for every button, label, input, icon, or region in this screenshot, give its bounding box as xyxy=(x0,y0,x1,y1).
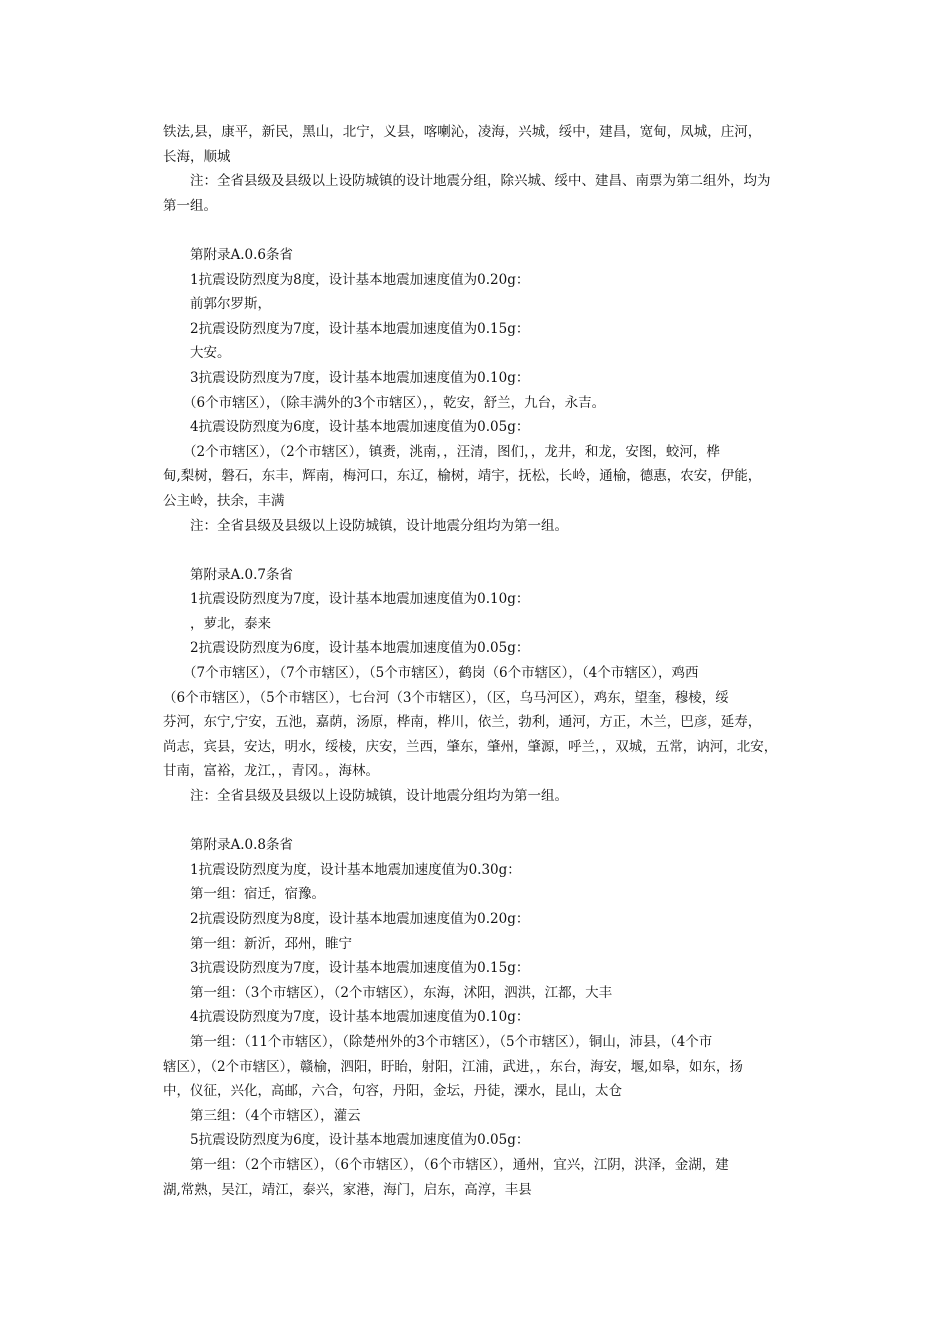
section-heading: 第附录A.0.7条省 xyxy=(190,566,294,583)
item-list: 辖区），（2个市辖区），赣榆，泗阳，盱眙，射阳，江浦，武进，，东台，海安，堰,如皋，如东，扬 xyxy=(163,1058,743,1075)
item-list: ，萝北，泰来 xyxy=(190,615,271,632)
section-heading: 第附录A.0.6条省 xyxy=(190,246,294,263)
item-list: （6个市辖区），（除丰满外的3个市辖区），，乾安，舒兰，九台，永吉。 xyxy=(183,394,606,411)
spacer xyxy=(163,218,793,243)
item-heading: 1抗震设防烈度为度，设计基本地震加速度值为0.30g： xyxy=(190,861,521,878)
item-list: 湖,常熟，吴江，靖江，泰兴，家港，海门，启东，高淳，丰县 xyxy=(163,1181,532,1198)
item-list: 第一组：（2个市辖区），（6个市辖区），（6个市辖区），通州，宜兴，江阴，洪泽，金湖，建 xyxy=(190,1156,729,1173)
item-list: 第一组：宿迁，宿豫。 xyxy=(190,886,325,903)
item-list: （6个市辖区），（5个市辖区），七台河（3个市辖区），（区，乌马河区），鸡东，望奎，穆棱，绥 xyxy=(163,689,729,706)
item-list: 中，仪征，兴化，高邮，六合，句容，丹阳，金坛，丹徒，溧水，昆山，太仓 xyxy=(163,1083,622,1100)
item-heading: 5抗震设防烈度为6度，设计基本地震加速度值为0.05g： xyxy=(190,1132,530,1149)
item-heading: 2抗震设防烈度为7度，设计基本地震加速度值为0.15g： xyxy=(190,320,530,337)
item-list: 芬河，东宁,宁安，五池，嘉荫，汤原，桦南，桦川，依兰，勃利，通河，方正，木兰，巴彦，延寿， xyxy=(163,714,762,731)
item-heading: 3抗震设防烈度为7度，设计基本地震加速度值为0.10g： xyxy=(190,369,530,386)
text-line: 长海，顺城 xyxy=(163,148,231,165)
spacer xyxy=(163,809,793,834)
item-list: 大安。 xyxy=(190,345,231,362)
item-heading: 1抗震设防烈度为8度，设计基本地震加速度值为0.20g： xyxy=(190,271,530,288)
item-list: 前郭尔罗斯， xyxy=(190,296,271,313)
item-list: 甘南，富裕，龙江，，青冈。，海林。 xyxy=(163,763,379,780)
item-list: 第一组：新沂，邳州，睢宁 xyxy=(190,935,352,952)
note-line: 注：全省县级及县级以上设防城镇，设计地震分组均为第一组。 xyxy=(190,517,568,534)
item-list: 第三组：（4个市辖区），灌云 xyxy=(190,1107,361,1124)
item-heading: 2抗震设防烈度为8度，设计基本地震加速度值为0.20g： xyxy=(190,911,530,927)
document-body xyxy=(163,120,793,1202)
item-list: 公主岭，扶余，丰满 xyxy=(163,492,285,509)
spacer xyxy=(163,538,793,563)
item-list: 尚志，宾县，安达，明水，绥棱，庆安，兰西，肇东，肇州，肇源，呼兰，，双城，五常，讷河，北安， xyxy=(163,738,778,755)
item-list: 甸,梨树，磐石，东丰，辉南，梅河口，东辽，榆树，靖宇，抚松，长岭，通榆，德惠，农安，伊能， xyxy=(163,468,762,485)
item-list: 第一组：（11个市辖区），（除楚州外的3个市辖区），（5个市辖区），铜山，沛县，（4个市 xyxy=(190,1033,713,1050)
item-list: （2个市辖区），（2个市辖区），镇赉，洮南，，汪清，图们，，龙井，和龙，安图，蛟河，桦 xyxy=(183,443,720,460)
note-line: 注：全省县级及县级以上设防城镇的设计地震分组，除兴城、绥中、建昌、南票为第二组外，均为 xyxy=(190,173,771,190)
item-heading: 1抗震设防烈度为7度，设计基本地震加速度值为0.10g： xyxy=(190,591,530,608)
section-heading: 第附录A.0.8条省 xyxy=(190,837,294,854)
note-line: 第一组。 xyxy=(163,197,217,214)
note-line: 注：全省县级及县级以上设防城镇，设计地震分组均为第一组。 xyxy=(190,788,568,805)
item-list: 第一组：（3个市辖区），（2个市辖区），东海，沭阳，泗洪，江都，大丰 xyxy=(190,984,613,1001)
item-heading: 4抗震设防烈度为6度，设计基本地震加速度值为0.05g： xyxy=(190,419,530,436)
item-list: （7个市辖区），（7个市辖区），（5个市辖区），鹤岗（6个市辖区），（4个市辖区），鸡西 xyxy=(183,665,699,682)
item-heading: 4抗震设防烈度为7度，设计基本地震加速度值为0.10g： xyxy=(190,1009,530,1026)
text-line: 铁法,县，康平，新民，黑山，北宁，义县，喀喇沁，凌海，兴城，绥中，建昌，宽甸，凤城，庄河， xyxy=(163,124,762,140)
item-heading: 2抗震设防烈度为6度，设计基本地震加速度值为0.05g： xyxy=(190,640,530,657)
item-heading: 3抗震设防烈度为7度，设计基本地震加速度值为0.15g： xyxy=(190,960,530,977)
